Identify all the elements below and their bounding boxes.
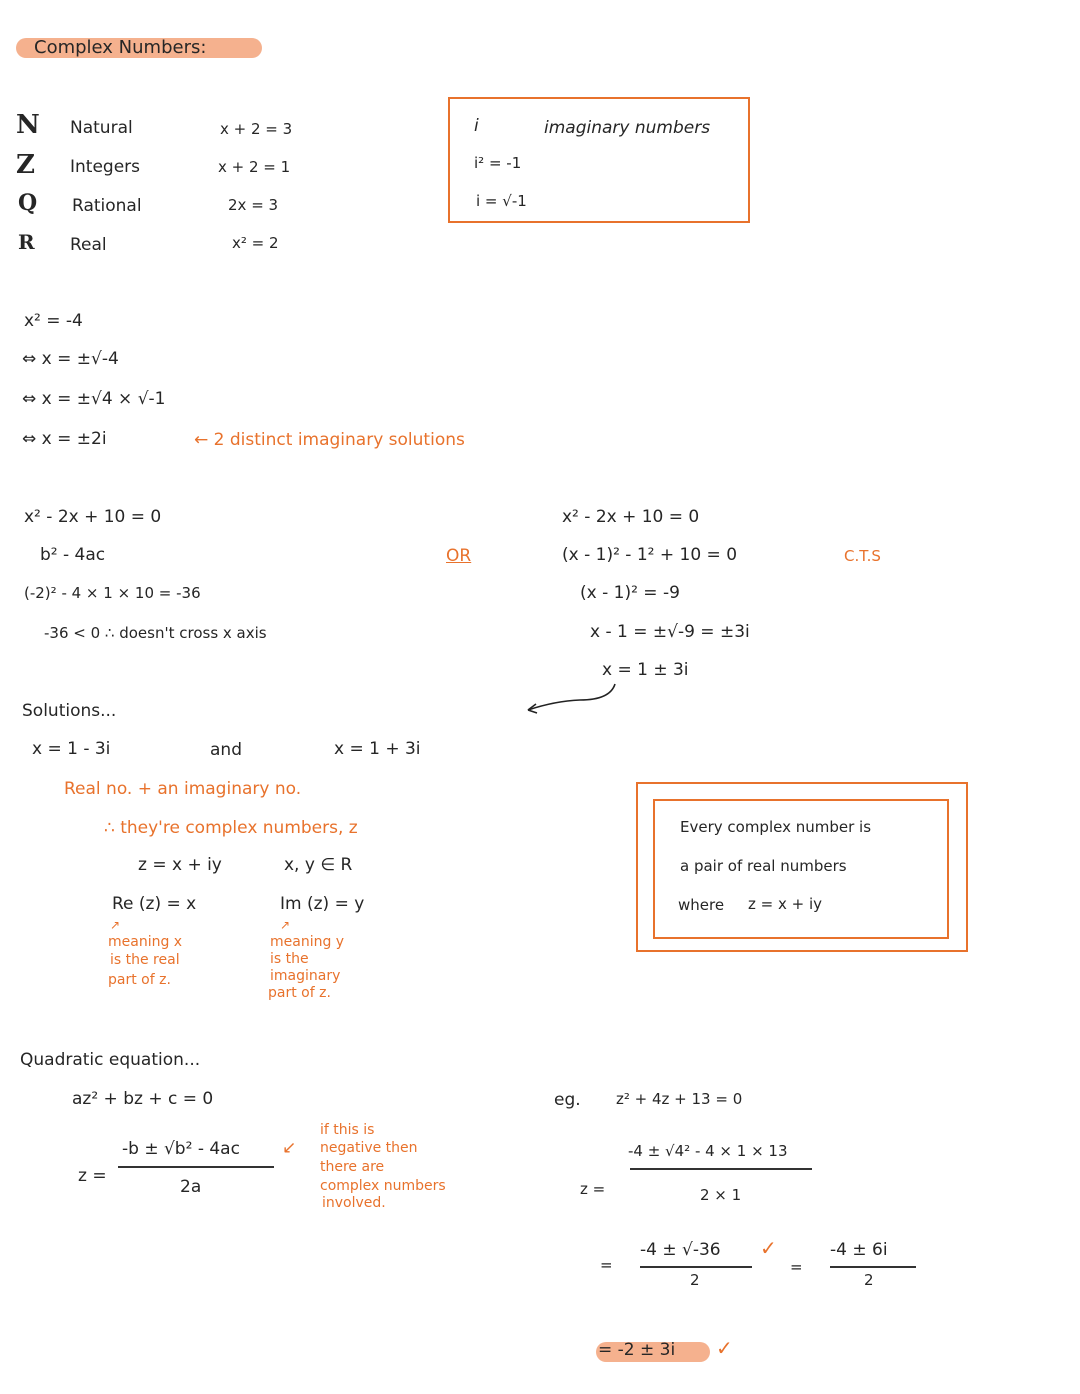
ex1-line-4: ⇔ x = ±2i bbox=[22, 429, 107, 449]
imaginary-symbol: i bbox=[474, 116, 479, 136]
eg-label: eg. bbox=[554, 1090, 581, 1110]
imaginary-note-2: is the bbox=[270, 951, 309, 967]
solutions-note-1: Real no. + an imaginary no. bbox=[64, 779, 302, 799]
quadratic-note-4: complex numbers bbox=[320, 1178, 446, 1194]
eg-result: = -2 ± 3i bbox=[598, 1340, 676, 1360]
or-label: OR bbox=[446, 546, 472, 566]
eg-eq-sign-2: = bbox=[790, 1258, 803, 1276]
real-note-2: is the real bbox=[110, 952, 180, 968]
set-name-rational: Rational bbox=[72, 196, 142, 216]
check-icon: ✓ bbox=[716, 1336, 733, 1360]
solutions-heading: Solutions... bbox=[22, 701, 117, 721]
solution-one: x = 1 - 3i bbox=[32, 739, 111, 759]
quadratic-equation: az² + bz + c = 0 bbox=[72, 1089, 214, 1109]
pair-line-2: a pair of real numbers bbox=[680, 857, 847, 875]
ex2-left-line-2: b² - 4ac bbox=[40, 545, 106, 565]
imaginary-note-4: part of z. bbox=[268, 985, 331, 1001]
set-example-integers: x + 2 = 1 bbox=[218, 158, 291, 176]
ex1-line-2: ⇔ x = ±√-4 bbox=[22, 349, 119, 369]
eg-denominator-3: 2 bbox=[864, 1271, 874, 1289]
ex2-right-line-1: x² - 2x + 10 = 0 bbox=[562, 507, 700, 527]
complex-domain: x, y ∈ R bbox=[284, 855, 353, 875]
cts-label: C.T.S bbox=[844, 547, 881, 565]
ex2-right-line-3: (x - 1)² = -9 bbox=[580, 583, 680, 603]
ex2-left-line-1: x² - 2x + 10 = 0 bbox=[24, 507, 162, 527]
eg-denominator-2: 2 bbox=[690, 1271, 700, 1289]
real-note-1: meaning x bbox=[108, 934, 183, 950]
set-example-natural: x + 2 = 3 bbox=[220, 120, 293, 138]
quadratic-z-eq: z = bbox=[78, 1166, 107, 1186]
imaginary-def-1: i² = -1 bbox=[474, 154, 522, 172]
check-icon: ✓ bbox=[760, 1236, 777, 1260]
solutions-note-2: ∴ they're complex numbers, z bbox=[104, 818, 358, 838]
imaginary-def-2: i = √-1 bbox=[476, 192, 527, 210]
ex1-line-1: x² = -4 bbox=[24, 311, 83, 331]
arrow-left-icon: ↙ bbox=[282, 1138, 297, 1158]
imaginary-part: Im (z) = y bbox=[280, 894, 365, 914]
real-note-3: part of z. bbox=[108, 972, 171, 988]
set-name-real: Real bbox=[70, 235, 107, 255]
ex1-note: ← 2 distinct imaginary solutions bbox=[194, 430, 465, 450]
quadratic-note-3: there are bbox=[320, 1159, 385, 1175]
set-name-natural: Natural bbox=[70, 118, 133, 138]
curved-arrow-icon bbox=[520, 680, 620, 720]
set-name-integers: Integers bbox=[70, 157, 141, 177]
page-title: Complex Numbers: bbox=[34, 37, 207, 58]
fraction-bar bbox=[830, 1266, 916, 1268]
quadratic-heading: Quadratic equation... bbox=[20, 1050, 201, 1070]
imaginary-note-3: imaginary bbox=[270, 968, 341, 984]
set-symbol-integers: Z bbox=[16, 150, 35, 180]
ex2-left-line-3: (-2)² - 4 × 1 × 10 = -36 bbox=[24, 584, 201, 602]
pair-line-1: Every complex number is bbox=[680, 818, 872, 836]
eg-numerator-2: -4 ± √-36 bbox=[640, 1240, 721, 1260]
ex2-right-line-2: (x - 1)² - 1² + 10 = 0 bbox=[562, 545, 738, 565]
quadratic-numerator: -b ± √b² - 4ac bbox=[122, 1139, 240, 1159]
quadratic-note-1: if this is bbox=[320, 1122, 375, 1138]
quadratic-note-5: involved. bbox=[322, 1195, 386, 1211]
quadratic-denominator: 2a bbox=[180, 1177, 202, 1197]
ex2-right-line-5: x = 1 ± 3i bbox=[602, 660, 689, 680]
fraction-bar bbox=[118, 1166, 274, 1168]
ex2-left-line-4: -36 < 0 ∴ doesn't cross x axis bbox=[44, 624, 267, 642]
imaginary-label: imaginary numbers bbox=[544, 118, 711, 138]
arrow-up-icon: ↗ bbox=[110, 918, 121, 932]
eg-numerator-3: -4 ± 6i bbox=[830, 1240, 888, 1260]
ex1-line-3: ⇔ x = ±√4 × √-1 bbox=[22, 389, 166, 409]
real-part: Re (z) = x bbox=[112, 894, 197, 914]
eg-z-eq: z = bbox=[580, 1180, 606, 1198]
imaginary-note-1: meaning y bbox=[270, 934, 345, 950]
pair-line-3-where: where bbox=[678, 896, 725, 914]
solutions-and: and bbox=[210, 740, 242, 760]
arrow-up-icon: ↗ bbox=[280, 918, 291, 932]
complex-definition: z = x + iy bbox=[138, 855, 222, 875]
eg-eq-sign-1: = bbox=[600, 1256, 613, 1274]
set-example-real: x² = 2 bbox=[232, 234, 279, 252]
fraction-bar bbox=[640, 1266, 752, 1268]
pair-line-3-def: z = x + iy bbox=[748, 895, 823, 913]
fraction-bar bbox=[630, 1168, 812, 1170]
solution-two: x = 1 + 3i bbox=[334, 739, 421, 759]
set-symbol-real: R bbox=[18, 230, 35, 254]
ex2-right-line-4: x - 1 = ±√-9 = ±3i bbox=[590, 622, 750, 642]
set-symbol-rational: Q bbox=[18, 190, 38, 216]
set-symbol-natural: N bbox=[16, 110, 40, 140]
eg-equation: z² + 4z + 13 = 0 bbox=[616, 1090, 743, 1108]
eg-numerator-1: -4 ± √4² - 4 × 1 × 13 bbox=[628, 1142, 788, 1160]
eg-denominator-1: 2 × 1 bbox=[700, 1186, 742, 1204]
quadratic-note-2: negative then bbox=[320, 1140, 418, 1156]
set-example-rational: 2x = 3 bbox=[228, 196, 279, 214]
